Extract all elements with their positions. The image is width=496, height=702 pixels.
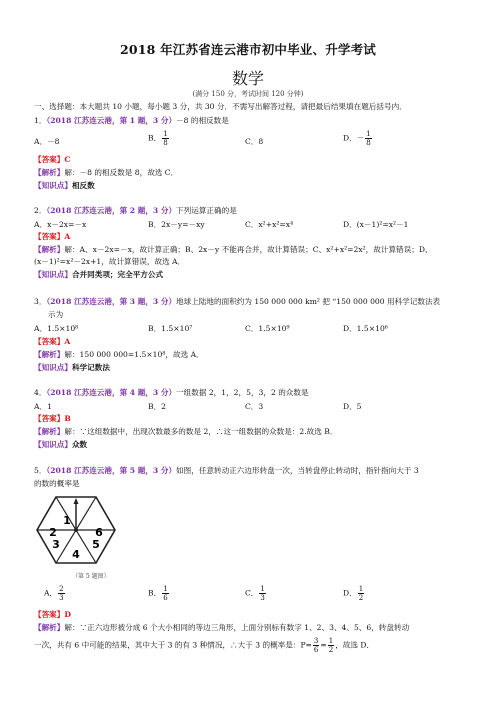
q1-number: 1． <box>34 116 47 125</box>
q1-option-d-fraction: $\frac{1}{8}$ <box>366 130 371 147</box>
q5-option-c: C． $\frac{1}{3}$ <box>245 585 265 602</box>
q5-stem-line2: 的数的概率是 <box>34 479 80 488</box>
q5-explanation-line1: 【解析】解：∵正六边形被分成 6 个大小相同的等边三角形，上面分别标有数字 1、2、3、4、5、6，转盘转动 <box>34 623 410 632</box>
q4-explanation: 【解析】解：∵这组数据中，出现次数最多的数是 2，∴这一组数据的众数是：2.故选 B． <box>34 427 338 436</box>
q5-explanation-line2: 一次，共有 6 中可能的结果，其中大于 3 的有 3 种情况，∴大于 3 的概率是：P= $\frac{3}{6}$ = $\frac{1}{2}$ ，故选 D． <box>34 637 375 654</box>
q4-stem: 4．（2018 江苏连云港，第 4 题，3 分）一组数据 2，1，2，5，3，2 的众数是 <box>34 388 309 397</box>
sector-number-5: 5 <box>92 538 100 551</box>
figure-caption: （第 5 题图） <box>72 573 110 580</box>
q5-option-d: D． $\frac{1}{2}$ <box>343 585 364 602</box>
spinner-center-icon <box>74 528 78 532</box>
q1-option-c: C．8 <box>245 137 264 146</box>
q3-explanation: 【解析】解：150 000 000=1.5×10⁸，故选 A． <box>34 350 204 359</box>
q1-text: －8 的相反数是 <box>176 116 229 125</box>
q3-option-b: B．1.5×10⁷ <box>148 324 193 333</box>
q1-option-a: A．－8 <box>34 137 60 146</box>
sector-number-1: 1 <box>63 514 71 527</box>
q3-option-c: C．1.5×10⁹ <box>245 324 290 333</box>
q2-option-b: B．2x－y=－xy <box>148 220 205 229</box>
q1-option-b: B． $\frac{1}{8}$ <box>148 130 168 147</box>
q1-knowledge-point: 【知识点】相反数 <box>34 181 95 190</box>
sector-number-3: 3 <box>52 538 60 551</box>
exam-title: 2018 年江苏省连云港市初中毕业、升学考试 <box>119 42 377 57</box>
q3-answer: 【答案】A <box>34 337 71 346</box>
q5-answer: 【答案】D <box>34 610 71 619</box>
q1-explanation: 【解析】解：－8 的相反数是 8，故选 C． <box>34 168 179 177</box>
q1-option-b-fraction: $\frac{1}{8}$ <box>163 130 168 147</box>
q3-knowledge-point: 【知识点】科学记数法 <box>34 363 110 372</box>
section-intro: 一、选择题：本大题共 10 小题，每小题 3 分，共 30 分．不需写出解答过程，请把最后结果填在题后括号内． <box>34 102 407 111</box>
q4-option-d: D．5 <box>343 402 362 411</box>
q4-option-c: C．3 <box>245 402 264 411</box>
q3-stem-line1: 3．（2018 江苏连云港，第 3 题，3 分）地球上陆地的面积约为 150 000 000 km² 把 “150 000 000 用科学记数法表 <box>34 297 441 306</box>
q1-answer: 【答案】C <box>34 155 71 164</box>
q4-option-b: B．2 <box>148 402 167 411</box>
sector-number-2: 2 <box>49 526 57 539</box>
q3-option-d: D．1.5×10⁶ <box>343 324 388 333</box>
q1-option-d: D．－ $\frac{1}{8}$ <box>343 130 371 147</box>
q2-option-a: A．x－2x=－x <box>34 220 87 229</box>
q2-stem: 2．（2018 江苏连云港，第 2 题，3 分）下列运算正确的是 <box>34 206 237 215</box>
q2-answer: 【答案】A <box>34 232 71 241</box>
q3-stem-line2: 示为 <box>48 310 64 319</box>
sector-number-4: 4 <box>72 548 80 561</box>
q4-answer: 【答案】B <box>34 414 71 423</box>
q1-stem <box>34 116 229 126</box>
q2-explanation-line2: (x－1)²=x²－2x+1，故计算错误，故选 A． <box>34 257 186 266</box>
q5-option-a: A． $\frac{2}{3}$ <box>44 585 64 602</box>
q2-option-d: D．(x－1)²=x²－1 <box>343 220 409 229</box>
q2-option-c: C．x²+x²=x⁴ <box>245 220 294 229</box>
hexagon-spinner-figure <box>34 492 118 568</box>
q1-source: （2018 江苏连云港，第 1 题，3 分） <box>46 116 177 125</box>
q2-explanation-line1: 【解析】解：A、x－2x=－x，故计算正确；B、2x－y 不能再合并，故计算错误；C、x²+x²=2x²，故计算错误；D、 <box>34 245 433 254</box>
sector-number-6: 6 <box>95 526 103 539</box>
q4-option-a: A．1 <box>34 402 52 411</box>
q2-knowledge-point: 【知识点】合并同类项；完全平方公式 <box>34 270 164 279</box>
q5-option-b: B． $\frac{1}{6}$ <box>148 585 168 602</box>
q3-option-a: A．1.5×10⁸ <box>34 324 79 333</box>
q5-stem-line1: 5．（2018 江苏连云港，第 5 题，3 分）如图，任意转动正六边形转盘一次，当转盘停止转动时，指针指向大于 3 <box>34 466 419 475</box>
exam-note: (满分 150 分，考试时间 120 分钟) <box>192 90 304 98</box>
q4-knowledge-point: 【知识点】众数 <box>34 440 88 449</box>
subject-title: 数学 <box>231 69 264 88</box>
spinner-arrowhead-icon <box>74 498 79 504</box>
